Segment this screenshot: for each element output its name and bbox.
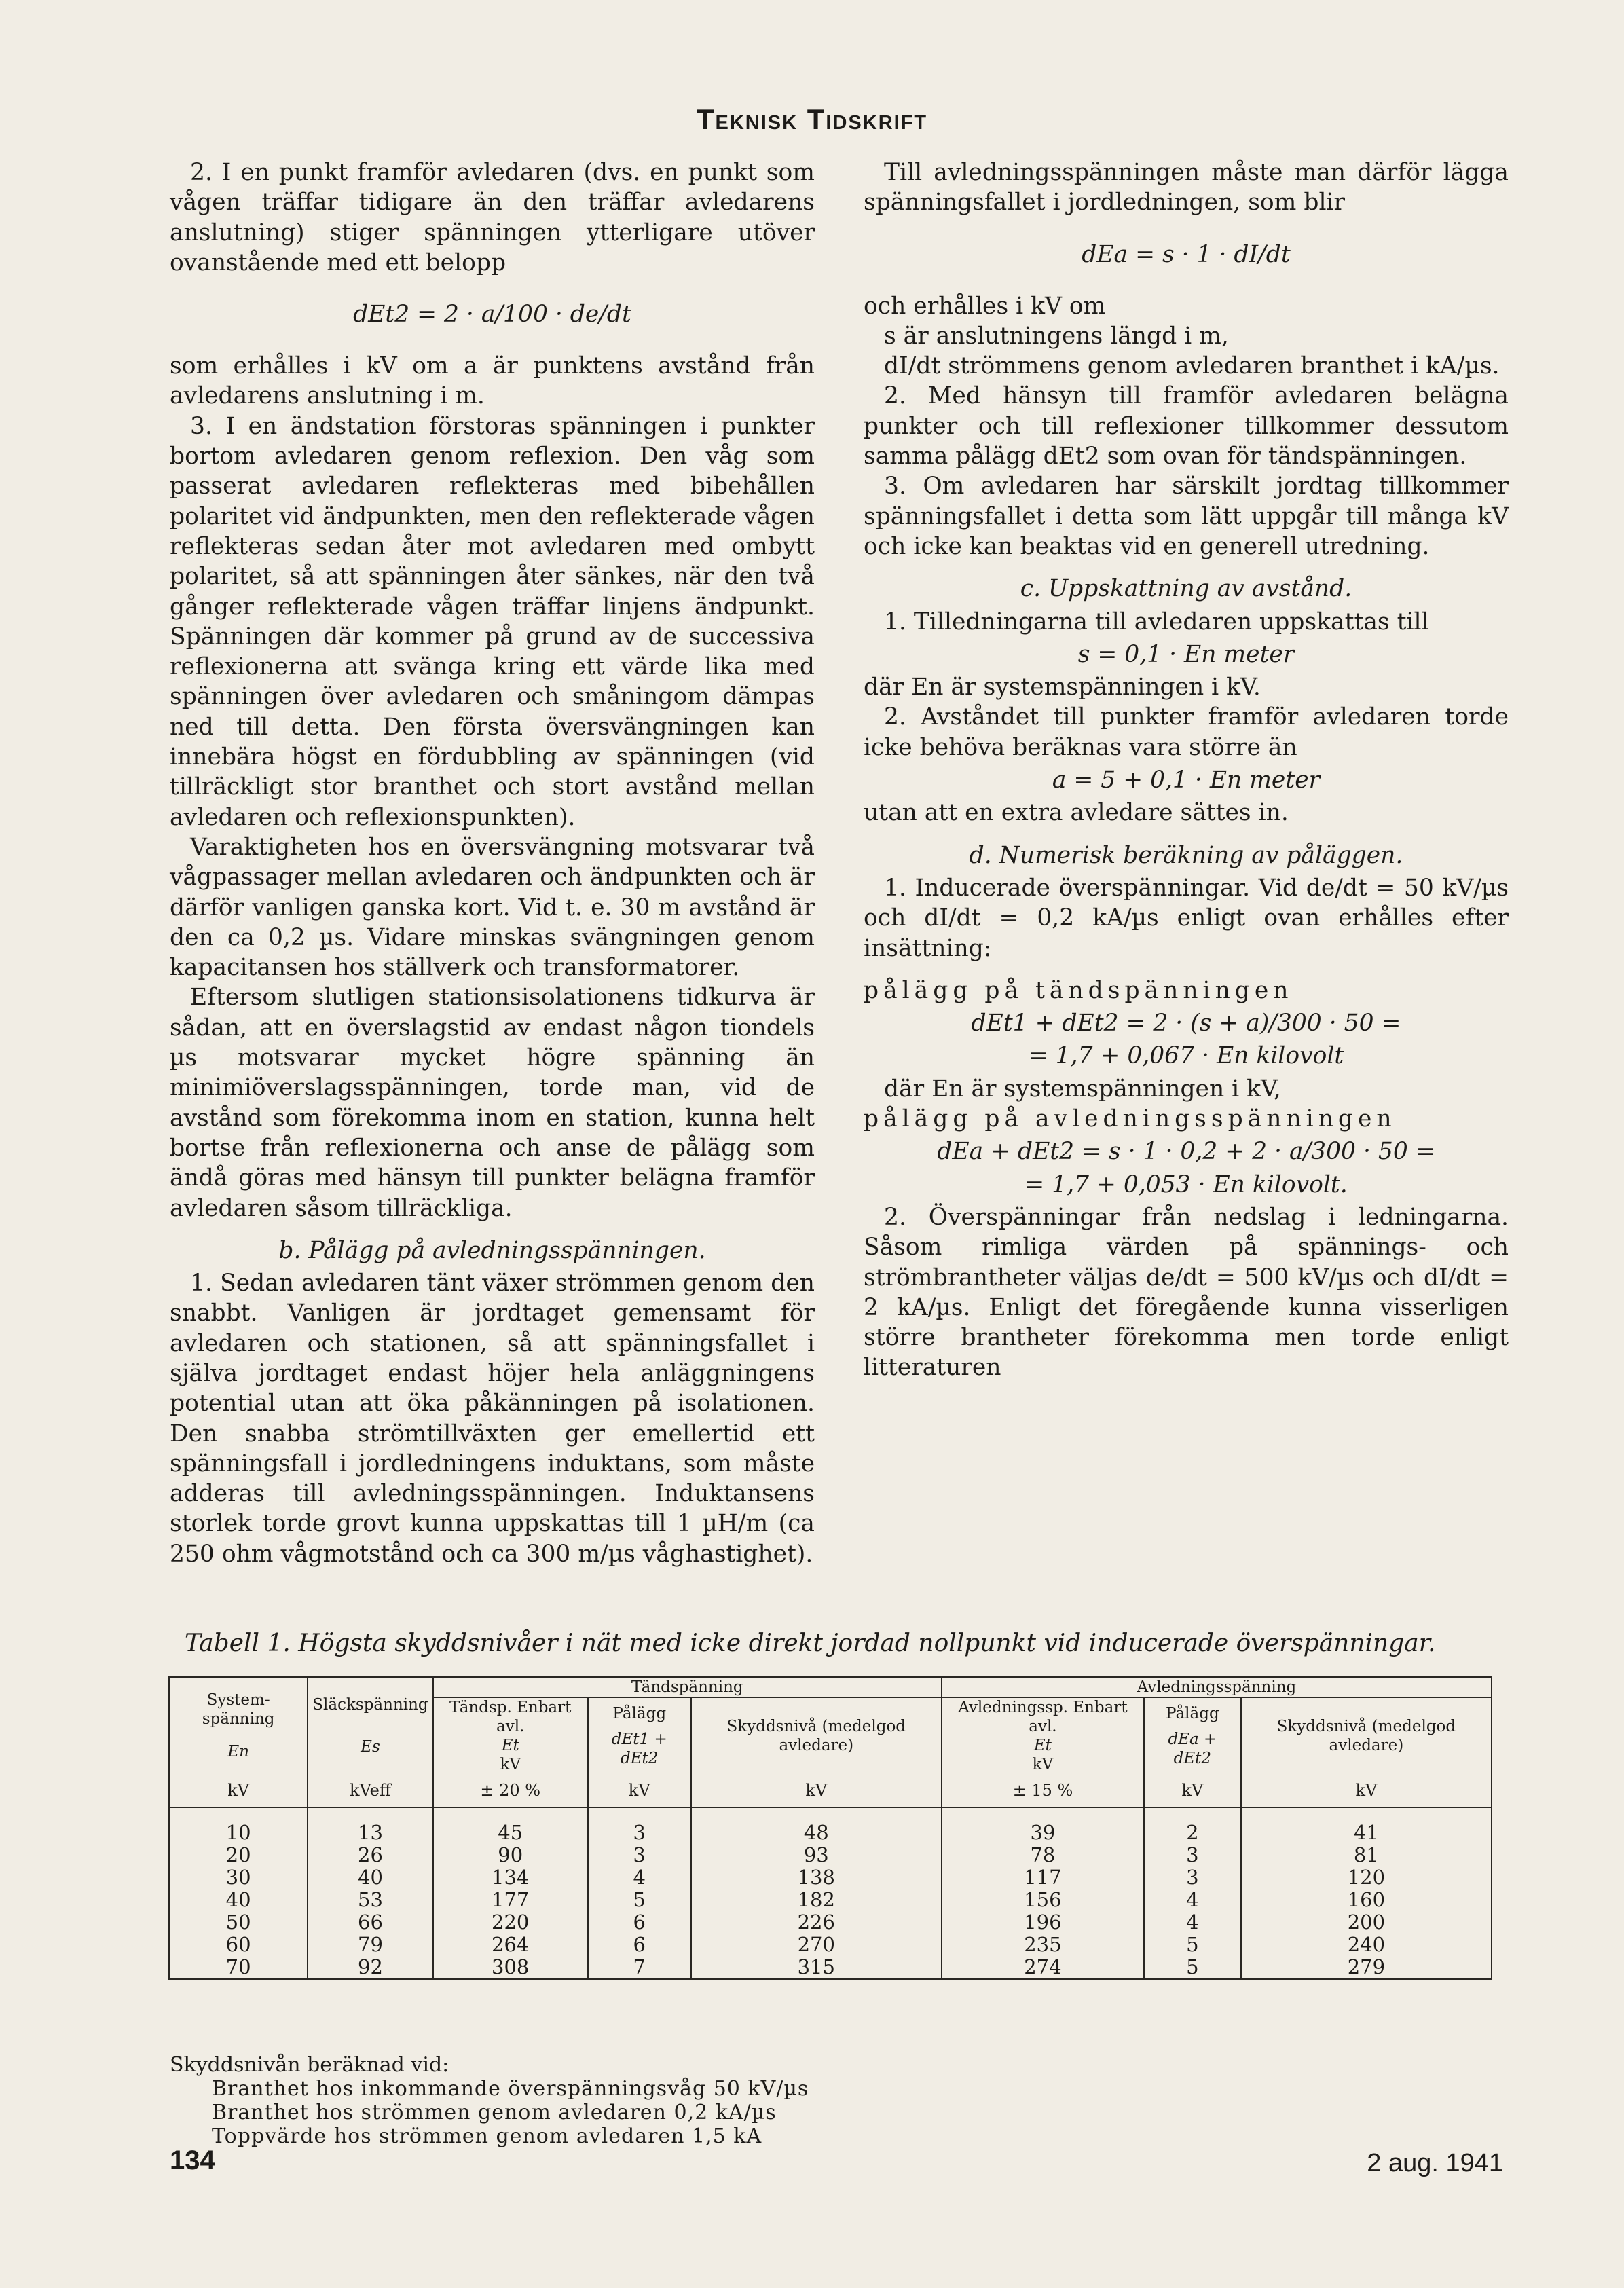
table-cell: 274 bbox=[942, 1956, 1144, 1980]
table-cell: 92 bbox=[308, 1956, 432, 1980]
equation: s = 0,1 · En meter bbox=[1077, 640, 1295, 668]
section-heading: c. Uppskattning av avstånd. bbox=[1020, 575, 1352, 603]
unit-cell: kV bbox=[1144, 1774, 1241, 1807]
section-heading: d. Numerisk beräkning av påläggen. bbox=[969, 841, 1403, 869]
equation: a = 5 + 0,1 · En meter bbox=[1052, 767, 1321, 794]
paragraph: 1. Inducerade överspänningar. Vid de/dt = 50 kV/µs och dI/dt = 0,2 kA/µs enligt ovan erhålles efter insättning: bbox=[864, 874, 1509, 962]
page-number: 134 bbox=[170, 2145, 215, 2175]
table-cell: 40 bbox=[308, 1866, 432, 1889]
unit-cell: ± 15 % bbox=[942, 1774, 1144, 1807]
unit-cell: kV bbox=[1241, 1774, 1492, 1807]
table-cell: 50 bbox=[169, 1911, 308, 1934]
equation: dEt1 + dEt2 = 2 · (s + a)/300 · 50 = bbox=[971, 1010, 1401, 1037]
table-cell: 138 bbox=[691, 1866, 942, 1889]
spaced-heading: pålägg på tändspänningen bbox=[864, 976, 1293, 1004]
paragraph: 1. Tilledningarna till avledaren uppskattas till bbox=[884, 608, 1429, 635]
equation: dEa = s · 1 · dI/dt bbox=[1082, 240, 1291, 268]
col-header-skydd-avl: Skyddsnivå (medelgod avledare) bbox=[1241, 1697, 1492, 1774]
table-cell: 60 bbox=[169, 1934, 308, 1956]
table-cell: 93 bbox=[691, 1844, 942, 1866]
paragraph: och erhålles i kV om bbox=[864, 292, 1106, 320]
section-heading: b. Pålägg på avledningsspänningen. bbox=[278, 1236, 706, 1264]
note-line: Branthet hos strömmen genom avledaren 0,2 kA/µs bbox=[212, 2101, 777, 2124]
paragraph: där En är systemspänningen i kV. bbox=[864, 674, 1261, 701]
table-notes bbox=[170, 2053, 984, 2148]
table-cell: 40 bbox=[169, 1889, 308, 1911]
paragraph: 2. Överspänningar från nedslag i ledningarna. Såsom rimliga värden på spännings- och strömbrantheter väljas de/dt = 500 kV/µs och dI/dt = 2 kA/µs. Enligt det föregående kunna visserligen större brantheter förekomma men torde enligt litteraturen bbox=[864, 1203, 1509, 1382]
paragraph: utan att en extra avledare sättes in. bbox=[864, 799, 1289, 827]
col-header-tandsp: Tändsp. Enbart avl. Et kV bbox=[433, 1697, 588, 1774]
table-cell: 3 bbox=[588, 1844, 691, 1866]
note-line: Toppvärde hos strömmen genom avledaren 1,5 kA bbox=[212, 2124, 762, 2148]
table-cell: 279 bbox=[1241, 1956, 1492, 1980]
spaced-heading: pålägg på avledningsspänningen bbox=[864, 1105, 1397, 1133]
table-cell: 66 bbox=[308, 1911, 432, 1934]
table-cell: 4 bbox=[1144, 1911, 1241, 1934]
table-cell: 134 bbox=[433, 1866, 588, 1889]
equation: dEa + dEt2 = s · 1 · 0,2 + 2 · a/300 · 50 = bbox=[937, 1138, 1435, 1166]
table-cell: 5 bbox=[1144, 1956, 1241, 1980]
paragraph: s är anslutningens längd i m, bbox=[884, 322, 1229, 350]
table-cell: 41 bbox=[1241, 1822, 1492, 1844]
table-row bbox=[169, 1956, 1492, 1980]
table-cell: 120 bbox=[1241, 1866, 1492, 1889]
paragraph: Eftersom slutligen stationsisolationens tidkurva är sådan, att en överslagstid av endast någon tiondels µs motsvarar mycket högre spänning än minimiöverslagsspänningen, torde man, vid de avstånd som förekomma inom en station, kunna helt bortse från reflexionerna och anse de pålägg som ändå göras med hänsyn till punkter belägna framför avledaren såsom tillräckliga. bbox=[170, 984, 815, 1222]
table-cell: 90 bbox=[433, 1844, 588, 1866]
left-column bbox=[170, 158, 815, 1569]
unit-cell: kV bbox=[588, 1774, 691, 1807]
right-column bbox=[864, 158, 1509, 1383]
table-cell: 48 bbox=[691, 1822, 942, 1844]
note-line: Branthet hos inkommande överspänningsvåg 50 kV/µs bbox=[212, 2077, 809, 2101]
paragraph: där En är systemspänningen i kV, bbox=[884, 1075, 1281, 1103]
issue-date: 2 aug. 1941 bbox=[1367, 2149, 1503, 2177]
table-cell: 117 bbox=[942, 1866, 1144, 1889]
unit-cell: kV bbox=[691, 1774, 942, 1807]
table-cell: 5 bbox=[588, 1889, 691, 1911]
table-cell: 4 bbox=[1144, 1889, 1241, 1911]
col-header-skydd-tand: Skyddsnivå (medelgod avledare) bbox=[691, 1697, 942, 1774]
table-row bbox=[169, 1911, 1492, 1934]
table-cell: 4 bbox=[588, 1866, 691, 1889]
col-header-avlsp: Avledningssp. Enbart avl. Et kV bbox=[942, 1697, 1144, 1774]
equation: = 1,7 + 0,053 · En kilovolt. bbox=[1025, 1170, 1348, 1198]
table-cell: 6 bbox=[588, 1911, 691, 1934]
col-header-slack: Släckspänning Es bbox=[308, 1677, 432, 1775]
unit-cell: kV bbox=[169, 1774, 308, 1807]
group-header-tand: Tändspänning bbox=[433, 1677, 942, 1698]
table-cell: 177 bbox=[433, 1889, 588, 1911]
table-cell: 10 bbox=[169, 1822, 308, 1844]
table-body bbox=[169, 1807, 1492, 1980]
table-row bbox=[169, 1866, 1492, 1889]
col-header-palagg-avl: Pålägg dEa + dEt2 bbox=[1144, 1697, 1241, 1774]
table-cell: 235 bbox=[942, 1934, 1144, 1956]
table-cell: 3 bbox=[588, 1822, 691, 1844]
paragraph: dI/dt strömmens genom avledaren branthet i kA/µs. bbox=[884, 352, 1500, 380]
unit-cell: kVeff bbox=[308, 1774, 432, 1807]
table-cell: 26 bbox=[308, 1844, 432, 1866]
table-cell: 6 bbox=[588, 1934, 691, 1956]
table-cell: 196 bbox=[942, 1911, 1144, 1934]
unit-cell: ± 20 % bbox=[433, 1774, 588, 1807]
paragraph: Varaktigheten hos en översvängning motsvarar två vågpassager mellan avledaren och ändpunkten och är därför vanligen ganska kort. Vid t. e. 30 m avstånd är den ca 0,2 µs. Vidare minskas svängningen genom kapacitansen hos ställverk och transformatorer. bbox=[170, 833, 815, 982]
table-cell: 200 bbox=[1241, 1911, 1492, 1934]
table-cell: 160 bbox=[1241, 1889, 1492, 1911]
table-cell: 3 bbox=[1144, 1866, 1241, 1889]
paragraph: som erhålles i kV om a är punktens avstånd från avledarens anslutning i m. bbox=[170, 352, 815, 410]
col-header-system: System-spänning En bbox=[169, 1677, 308, 1775]
table-cell: 315 bbox=[691, 1956, 942, 1980]
equation: = 1,7 + 0,067 · En kilovolt bbox=[1028, 1042, 1344, 1070]
table-cell: 30 bbox=[169, 1866, 308, 1889]
paragraph: 3. Om avledaren har särskilt jordtag tillkommer spänningsfallet i detta som lätt uppgår till många kV och icke kan beaktas vid en generell utredning. bbox=[864, 473, 1509, 560]
table-cell: 78 bbox=[942, 1844, 1144, 1866]
table-row bbox=[169, 1844, 1492, 1866]
table-caption: Tabell 1. Högsta skyddsnivåer i nät med icke direkt jordad nollpunkt vid inducerade överspänningar. bbox=[185, 1629, 1436, 1657]
table-row bbox=[169, 1822, 1492, 1844]
table-cell: 220 bbox=[433, 1911, 588, 1934]
paragraph: 1. Sedan avledaren tänt växer strömmen genom den snabbt. Vanligen är jordtaget gemensamt för avledaren och stationen, så att spänningsfallet i själva jordtaget endast höjer hela anläggningens potential utan att öka påkänningen på isolationen. Den snabba strömtillväxten ger emellertid ett spänningsfall i jordledningens induktans, som måste adderas till avledningsspänningen. Induktansens storlek torde grovt kunna uppskattas till 1 µH/m (ca 250 ohm vågmotstånd och ca 300 m/µs våghastighet). bbox=[170, 1270, 815, 1568]
table-cell: 5 bbox=[1144, 1934, 1241, 1956]
paragraph: 2. I en punkt framför avledaren (dvs. en punkt som vågen träffar tidigare än den träffar avledarens anslutning) stiger spänningen ytterligare utöver ovanstående med ett belopp bbox=[170, 159, 815, 276]
paragraph: Till avledningsspänningen måste man därför lägga spänningsfallet i jordledningen, som blir bbox=[864, 159, 1509, 217]
group-header-avl: Avledningsspänning bbox=[942, 1677, 1492, 1698]
table-cell: 70 bbox=[169, 1956, 308, 1980]
table-cell: 2 bbox=[1144, 1822, 1241, 1844]
table-cell: 45 bbox=[433, 1822, 588, 1844]
table-cell: 308 bbox=[433, 1956, 588, 1980]
spacer-row bbox=[169, 1807, 1492, 1822]
notes-title: Skyddsnivån beräknad vid: bbox=[170, 2053, 449, 2077]
paragraph: 3. I en ändstation förstoras spänningen i punkter bortom avledaren genom reflexion. Den våg som passerat avledaren reflekteras med bibehållen polaritet vid ändpunkten, men den reflekterade vågen reflekteras sedan åter mot avledaren med ombytt polaritet, så att spänningen åter sänkes, när den två gånger reflekterade vågen träffar linjens ändpunkt. Spänningen där kommer på grund av de successiva reflexionerna att svänga kring ett värde lika med spänningen över avledaren och småningom dämpas ned till detta. Den första översvängningen kan innebära högst en fördubbling av spänningen (vid tillräckligt stor branthet och stort avstånd mellan avledaren och reflexionspunkten). bbox=[170, 412, 815, 831]
table-cell: 240 bbox=[1241, 1934, 1492, 1956]
table-cell: 264 bbox=[433, 1934, 588, 1956]
table-cell: 81 bbox=[1241, 1844, 1492, 1866]
page-header: Teknisk Tidskrift bbox=[696, 103, 928, 135]
table-cell: 226 bbox=[691, 1911, 942, 1934]
data-table bbox=[168, 1676, 1492, 1980]
table-cell: 156 bbox=[942, 1889, 1144, 1911]
table-cell: 182 bbox=[691, 1889, 942, 1911]
table-cell: 7 bbox=[588, 1956, 691, 1980]
table-cell: 270 bbox=[691, 1934, 942, 1956]
paragraph: 2. Avståndet till punkter framför avledaren torde icke behöva beräknas vara större än bbox=[864, 703, 1509, 761]
table-cell: 13 bbox=[308, 1822, 432, 1844]
table-row bbox=[169, 1934, 1492, 1956]
table-row bbox=[169, 1889, 1492, 1911]
table-cell: 53 bbox=[308, 1889, 432, 1911]
paragraph: 2. Med hänsyn till framför avledaren belägna punkter och till reflexioner tillkommer dessutom samma pålägg dEt2 som ovan för tändspänningen. bbox=[864, 382, 1509, 470]
equation: dEt2 = 2 · a/100 · de/dt bbox=[353, 301, 631, 329]
table-cell: 79 bbox=[308, 1934, 432, 1956]
table-cell: 39 bbox=[942, 1822, 1144, 1844]
col-header-palagg-tand: Pålägg dEt1 + dEt2 bbox=[588, 1697, 691, 1774]
table-cell: 20 bbox=[169, 1844, 308, 1866]
table-cell: 3 bbox=[1144, 1844, 1241, 1866]
